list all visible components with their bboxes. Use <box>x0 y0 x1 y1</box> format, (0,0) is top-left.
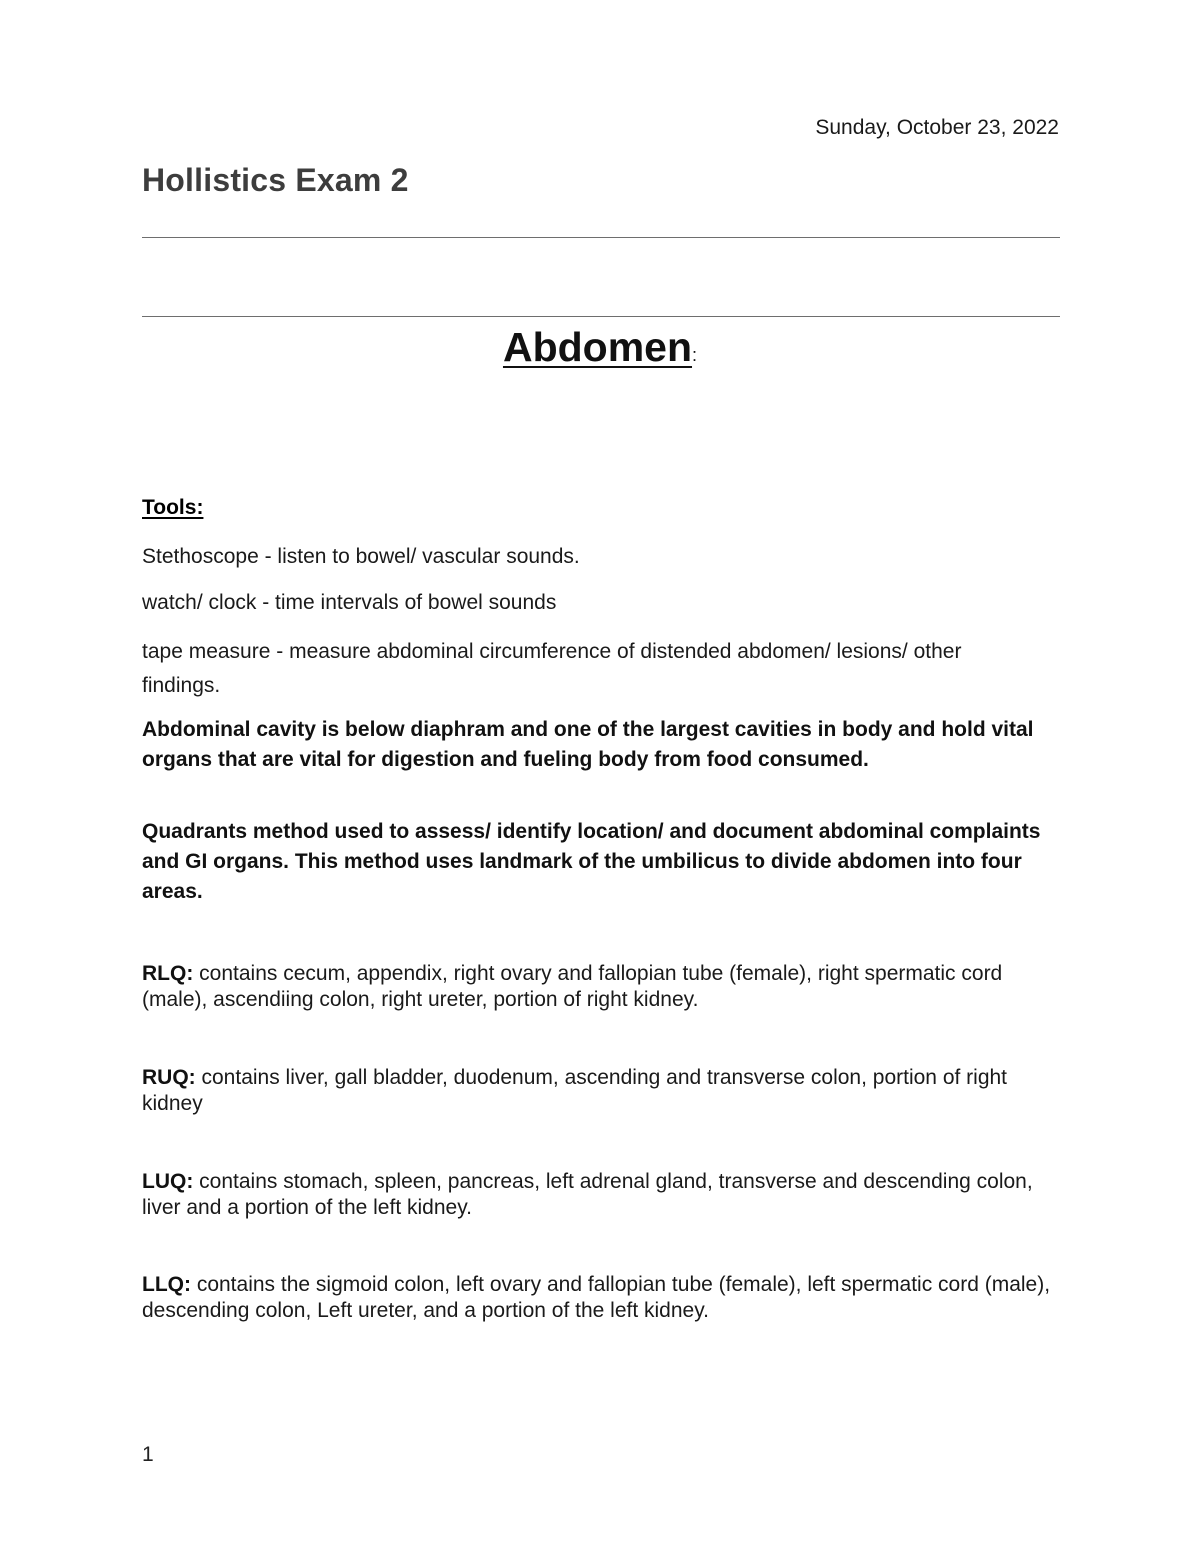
quadrant-label: LLQ: <box>142 1273 191 1296</box>
quadrant-description: contains the sigmoid colon, left ovary and fallopian tube (female), left spermatic cord (male), descending colon, Left ureter, and a portion of the left kidney. <box>142 1273 1051 1322</box>
quadrant-label: LUQ: <box>142 1170 194 1193</box>
note-abdominal-cavity: Abdominal cavity is below diaphram and one of the largest cavities in body and hold vital organs that are vital for digestion and fueling body from food consumed. <box>142 718 1034 771</box>
tool-item-tape-measure: tape measure - measure abdominal circumference of distended abdomen/ lesions/ other findings. <box>142 640 962 697</box>
document-date: Sunday, October 23, 2022 <box>815 116 1059 139</box>
note-quadrants-method: Quadrants method used to assess/ identify location/ and document abdominal complaints and GI organs. This method uses landmark of the umbilicus to divide abdomen into four areas. <box>142 820 1041 903</box>
section-divider <box>142 316 1060 317</box>
tool-item-watch: watch/ clock - time intervals of bowel sounds <box>142 591 557 614</box>
tools-heading: Tools: <box>142 496 204 519</box>
quadrant-label: RUQ: <box>142 1066 196 1089</box>
section-heading <box>0 324 1200 371</box>
quadrant-rlq <box>142 961 1052 1013</box>
quadrant-label: RLQ: <box>142 962 194 985</box>
document-title: Hollistics Exam 2 <box>142 162 409 198</box>
quadrant-description: contains liver, gall bladder, duodenum, ascending and transverse colon, portion of right kidney <box>142 1066 1008 1115</box>
tool-item-stethoscope: Stethoscope - listen to bowel/ vascular sounds. <box>142 545 580 568</box>
quadrant-ruq <box>142 1065 1052 1117</box>
section-heading-text: Abdomen <box>502 324 693 370</box>
page-number: 1 <box>142 1443 154 1466</box>
title-divider <box>142 237 1060 238</box>
section-heading-colon: : <box>692 345 698 365</box>
quadrant-llq <box>142 1272 1052 1324</box>
quadrant-luq <box>142 1169 1052 1221</box>
quadrant-description: contains cecum, appendix, right ovary and fallopian tube (female), right spermatic cord (male), ascendiing colon, right ureter, portion of right kidney. <box>142 962 1003 1011</box>
quadrant-description: contains stomach, spleen, pancreas, left adrenal gland, transverse and descending colon, liver and a portion of the left kidney. <box>142 1170 1033 1219</box>
